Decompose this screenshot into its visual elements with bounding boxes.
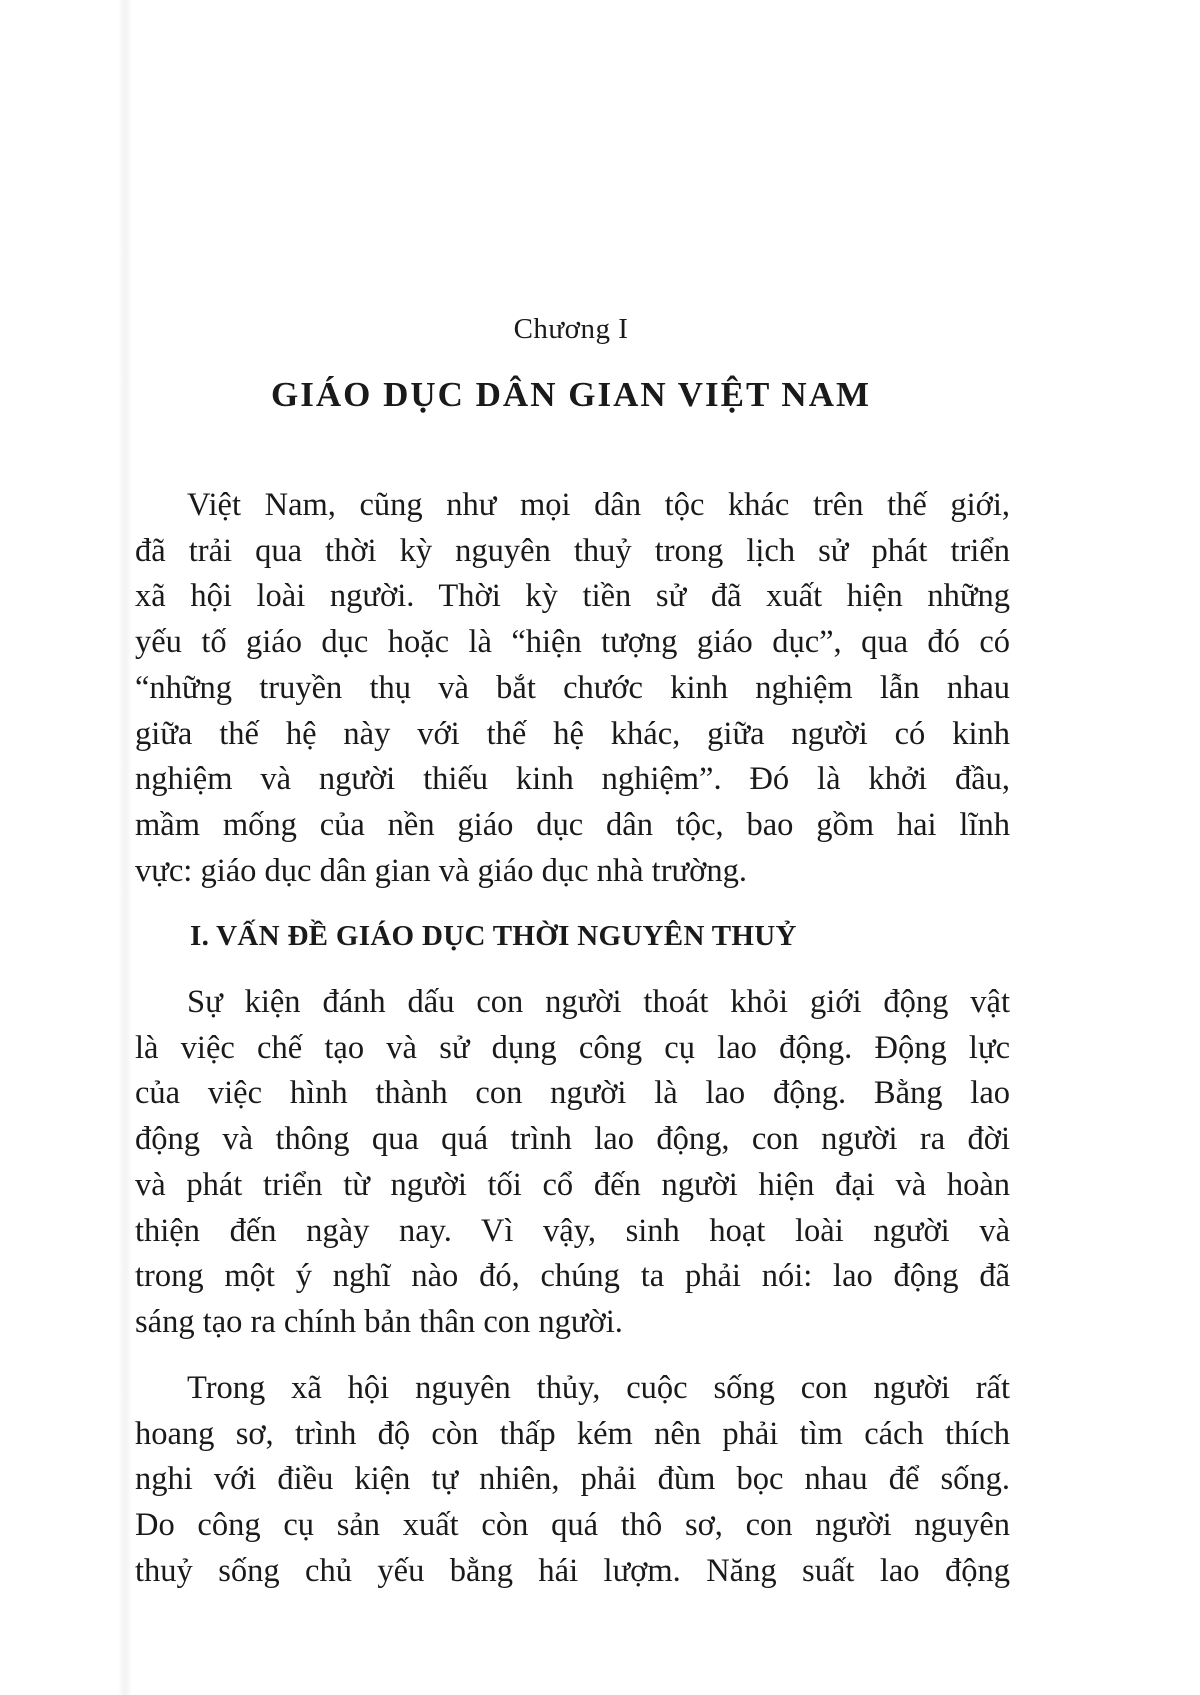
text-line: trong một ý nghĩ nào đó, chúng ta phải nói: lao động đã	[135, 1258, 1010, 1295]
text-line: mầm mống của nền giáo dục dân tộc, bao gồm hai lĩnh	[135, 806, 1010, 843]
text-line: Trong xã hội nguyên thủy, cuộc sống con người rất	[187, 1370, 1010, 1406]
text-line: của việc hình thành con người là lao động. Bằng lao	[135, 1075, 1010, 1112]
intro-paragraph	[135, 483, 1010, 894]
text-line: Sự kiện đánh dấu con người thoát khỏi giới động vật	[187, 984, 1010, 1020]
section-paragraph-1	[135, 980, 1010, 1346]
page-gutter-shadow	[118, 0, 132, 1695]
text-line: nghiệm và người thiếu kinh nghiệm”. Đó là khởi đầu,	[135, 761, 1010, 798]
text-line: hoang sơ, trình độ còn thấp kém nên phải tìm cách thích	[135, 1415, 1010, 1452]
text-line: đã trải qua thời kỳ nguyên thuỷ trong lịch sử phát triển	[135, 532, 1010, 569]
text-line: và phát triển từ người tối cổ đến người hiện đại và hoàn	[135, 1166, 1010, 1203]
section-heading: I. VẤN ĐỀ GIÁO DỤC THỜI NGUYÊN THUỶ	[190, 920, 797, 952]
text-line: Do công cụ sản xuất còn quá thô sơ, con người nguyên	[135, 1507, 1010, 1544]
text-line: nghi với điều kiện tự nhiên, phải đùm bọc nhau để sống.	[135, 1461, 1010, 1498]
text-line: là việc chế tạo và sử dụng công cụ lao động. Động lực	[135, 1029, 1010, 1066]
text-line: sáng tạo ra chính bản thân con người.	[135, 1303, 623, 1340]
chapter-title: GIÁO DỤC DÂN GIAN VIỆT NAM	[270, 375, 872, 414]
chapter-label: Chương I	[513, 313, 629, 345]
section-paragraph-2	[135, 1366, 1010, 1595]
text-line: thiện đến ngày nay. Vì vậy, sinh hoạt loài người và	[135, 1212, 1010, 1249]
text-line: Việt Nam, cũng như mọi dân tộc khác trên thế giới,	[187, 487, 1010, 523]
text-line: “những truyền thụ và bắt chước kinh nghiệm lẫn nhau	[135, 669, 1010, 706]
text-line: động và thông qua quá trình lao động, con người ra đời	[135, 1121, 1010, 1158]
text-line: vực: giáo dục dân gian và giáo dục nhà trường.	[135, 852, 747, 889]
text-line: thuỷ sống chủ yếu bằng hái lượm. Năng suất lao động	[135, 1552, 1010, 1589]
text-line: giữa thế hệ này với thế hệ khác, giữa người có kinh	[135, 715, 1010, 752]
text-line: xã hội loài người. Thời kỳ tiền sử đã xuất hiện những	[135, 578, 1010, 615]
text-line: yếu tố giáo dục hoặc là “hiện tượng giáo dục”, qua đó có	[135, 624, 1010, 661]
